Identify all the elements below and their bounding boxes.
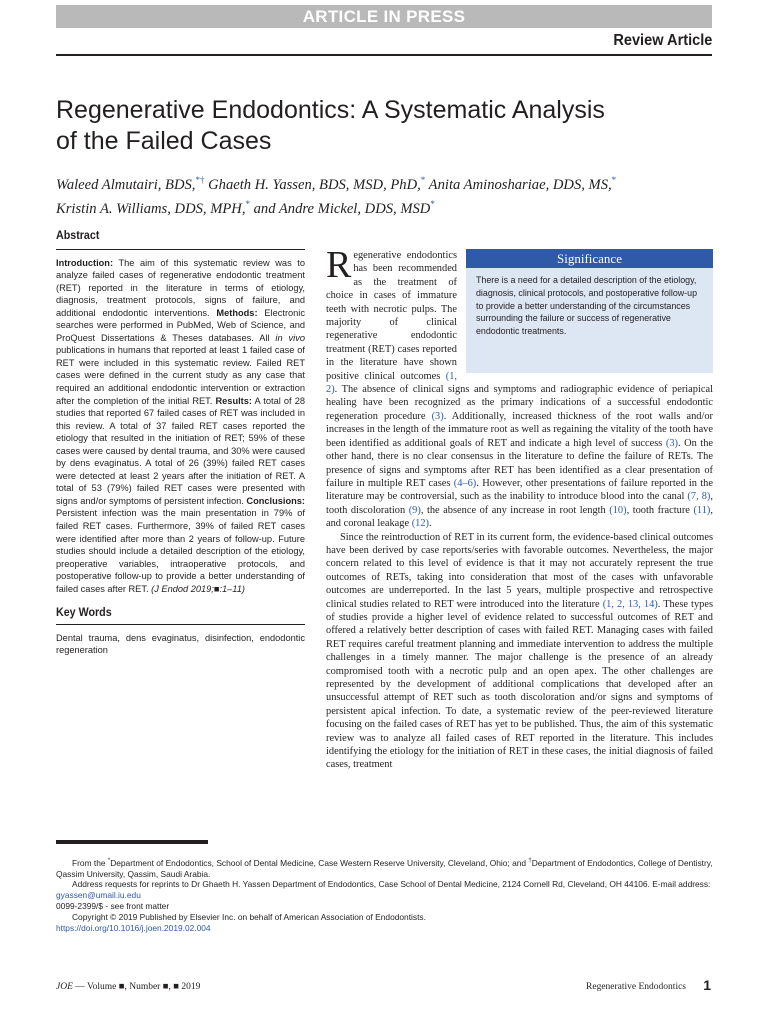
- methods-text: Electronic searches were performed in PubMed, Web of Science, and ProQuest Dissertations & Theses databases. All: [56, 307, 305, 343]
- affiliation-mark: †: [528, 858, 532, 864]
- body-text-run: , tooth fracture: [626, 504, 694, 516]
- doi-link[interactable]: https://doi.org/10.1016/j.joen.2019.02.004: [56, 922, 211, 933]
- citation-link[interactable]: (1, 2, 13, 14): [602, 598, 658, 610]
- section-label: Review Article: [612, 32, 712, 49]
- email-link[interactable]: gyassen@umail.iu.edu: [56, 890, 141, 901]
- author-name: Waleed Almutairi, BDS,: [56, 176, 196, 193]
- citation-link[interactable]: (9): [408, 504, 421, 516]
- keywords-rule: [56, 624, 305, 625]
- citation-link[interactable]: (4–6): [453, 477, 477, 489]
- citation-link[interactable]: (12): [411, 518, 429, 530]
- methods-text-cont: publications in humans that reported at least 1 failed case of RET were included in this systematic review. Failed RET cases were defined in the current study as any case that required an additional endodontic intervention or extraction after the completion of the initial RET.: [56, 345, 305, 406]
- citation-link[interactable]: (7, 8): [687, 491, 711, 503]
- author-list: [56, 171, 716, 219]
- footnote-text: Department of Endodontics, School of Dental Medicine, Case Western Reserve University, Cleveland, Ohio; and: [110, 857, 529, 868]
- footnote-text: Address requests for reprints to Dr Ghaeth H. Yassen Department of Endodontics, Case School of Dental Medicine, 2124 Cornell Rd, Cleveland, OH 44106. E-mail address:: [72, 879, 711, 890]
- journal-abbrev: JOE: [56, 982, 73, 992]
- article-in-press-banner: ARTICLE IN PRESS: [56, 5, 712, 28]
- significance-box: [466, 249, 713, 373]
- body-text-run: egenerative endodontics has been recommended as the treatment of choice in cases of immature teeth with necrotic pulps. The majority of clinical regenerative endodontic treatment (RET) cases reported in the literature have shown positive clinical outcomes: [326, 250, 457, 382]
- body-text-run: . Additionally, increased thickness of the root walls and/or increases in the length of the immature root as well as regaining the vitality of the tooth have been identified as additional goals of RET and indicate a high level of success: [326, 410, 714, 449]
- body-text-run: . The absence of clinical signs and symptoms and radiographic evidence of periapical healing have been recognized as the primary indications of a successful endodontic regeneration procedure: [326, 384, 713, 422]
- running-title: Regenerative Endodontics: [586, 982, 686, 992]
- abstract-rule: [56, 249, 305, 250]
- abstract-section: [56, 230, 305, 657]
- reprint-address: [56, 879, 716, 901]
- affiliation-mark[interactable]: *: [420, 175, 426, 185]
- copyright-note: Copyright © 2019 Published by Elsevier Inc. on behalf of American Association of Endodontists.: [72, 911, 426, 922]
- affiliation-mark: *: [107, 858, 111, 864]
- citation-link[interactable]: (11): [693, 504, 711, 516]
- footnote-rule: [56, 840, 208, 844]
- affiliation-note: [56, 856, 716, 879]
- body-text-run: . However, other presentations of failure reported in the literature may be controversial, such as the inability to introduce blood into the canal: [326, 477, 713, 503]
- footnote-text: From the: [72, 857, 108, 868]
- journal-citation: (J Endod 2019;■:1–11): [151, 583, 245, 594]
- methods-italic: in vivo: [275, 332, 305, 343]
- affiliation-mark[interactable]: *†: [195, 175, 205, 185]
- footnotes: [56, 856, 716, 933]
- abstract-heading: Abstract: [56, 230, 100, 242]
- issn-note: 0099-2399/$ - see front matter: [56, 900, 170, 911]
- affiliation-mark[interactable]: *: [611, 175, 617, 185]
- citation-link[interactable]: (10): [609, 504, 627, 516]
- author-name: Kristin A. Williams, DDS, MPH,: [56, 200, 246, 217]
- citation-link[interactable]: (3): [431, 410, 444, 422]
- affiliation-mark[interactable]: *: [430, 198, 435, 209]
- results-text: A total of 28 studies that reported 67 failed cases of RET was included in this review. A total of 37 failed RET cases reported the etiology that resulted in the initiation of RET; 59% of these cases were caused by dental trauma, and 30% were caused by dens evaginatus. A total of 26 (39%) failed RET cases were detected at least 2 years after the initiation of RET. A total of 53 (79%) failed RET cases were presented with signs and/or symptoms of persistent infection.: [56, 395, 305, 506]
- body-text-run: , and coronal leakage: [326, 504, 713, 530]
- conclusions-text: Persistent infection was the main presentation in 79% of failed RET cases. Furthermore, 39% of failed RET cases were identified after more than 2 years of follow-up. Future studies should include a detailed description of the etiology, preoperative variables, intraoperative protocols, and postoperative follow-up to provide a better understanding of failed cases after RET.: [56, 508, 305, 594]
- header-rule: [56, 54, 712, 56]
- article-title: Regenerative Endodontics: A Systematic Analysis of the Failed Cases: [56, 96, 605, 155]
- body-text-run: . On the other hand, there is no clear consensus in the literature to define the failure of RETs. The presence of signs and symptoms after RET has been identified as a clear presentation of failure in multiple RET cases: [326, 437, 714, 489]
- abstract-text: [56, 257, 305, 596]
- significance-heading: Significance: [466, 249, 713, 268]
- intro-text: The aim of this systematic review was to analyze failed cases of regenerative endodontic treatment (RET) reported in the literature in terms of etiology, diagnosis, treatment protocols, signs of failure, and additional endodontic interventions.: [56, 257, 305, 318]
- citation-link[interactable]: (1, 2): [326, 370, 457, 396]
- methods-label: Methods:: [216, 307, 258, 318]
- significance-text: There is a need for a detailed description of the etiology, diagnosis, clinical protocols, and postoperative follow-up to provide a better understanding of the circumstances surrounding the failure or success of regenerative endodontic treatments.: [476, 275, 698, 337]
- footnote-text: Department of Endodontics, College of Dentistry, Qassim University, Qassim, Saudi Arabia.: [56, 857, 713, 879]
- conclusions-label: Conclusions:: [246, 495, 305, 506]
- drop-cap: R: [326, 244, 352, 286]
- author-name: Ghaeth H. Yassen, BDS, MSD, PhD,: [204, 176, 421, 193]
- citation-link[interactable]: (3): [665, 437, 678, 449]
- results-label: Results:: [215, 395, 252, 406]
- keywords-text: Dental trauma, dens evaginatus, disinfection, endodontic regeneration: [56, 632, 305, 656]
- author-name: Anita Aminoshariae, DDS, MS,: [425, 176, 612, 193]
- body-text-run: . These types of studies provide a higher level of evidence related to successful outcomes of RET and offered a relatively better description of cases with failed RET. Managing cases with failed RET requires careful treatment planning and immediate intervention to address the multiple challenges in a timely manner. The major challenge is the presence of an already compromised tooth with a necrotic pulp and an open apex. The other challenges are represented by the development of additional complications that developed after an unsuccessful attempt of RET such as tooth discoloration and/or signs and symptoms of persistent apical infection. To date, a systematic review of the peer-reviewed literature focusing on the failed cases of RET has yet to be published. Thus, the aim of this systematic review was to analyze all failed cases of RET reported in the literature. This includes identifying the etiology for the initiation of RET in these cases, the initial diagnosis of failed cases, treatment: [326, 598, 713, 771]
- body-text-run: , the absence of any increase in root length: [420, 504, 610, 516]
- body-text-run: .: [429, 518, 432, 530]
- volume-info: — Volume ■, Number ■, ■ 2019: [72, 982, 201, 992]
- body-text-run: Since the reintroduction of RET in its current form, the evidence-based clinical outcomes have been derived by case reports/series with favorable outcomes. Nevertheless, the major concern related to this level of evidence is that it may not accurately represent the true outcomes of RETs, taking into consideration that most of the cases with unfavorable outcomes are underreported. In the last 5 years, multiple prospective and retrospective clinical studies related to RET were introduced into the literature: [326, 531, 713, 610]
- keywords-heading: Key Words: [56, 607, 112, 620]
- page-number: 1: [703, 977, 711, 993]
- author-name: and Andre Mickel, DDS, MSD: [249, 200, 431, 217]
- body-paragraph-2: [326, 531, 713, 772]
- intro-label: Introduction:: [56, 257, 114, 268]
- body-text-run: , tooth discoloration: [326, 491, 713, 516]
- journal-footer: [56, 982, 200, 992]
- affiliation-mark[interactable]: *: [245, 198, 250, 209]
